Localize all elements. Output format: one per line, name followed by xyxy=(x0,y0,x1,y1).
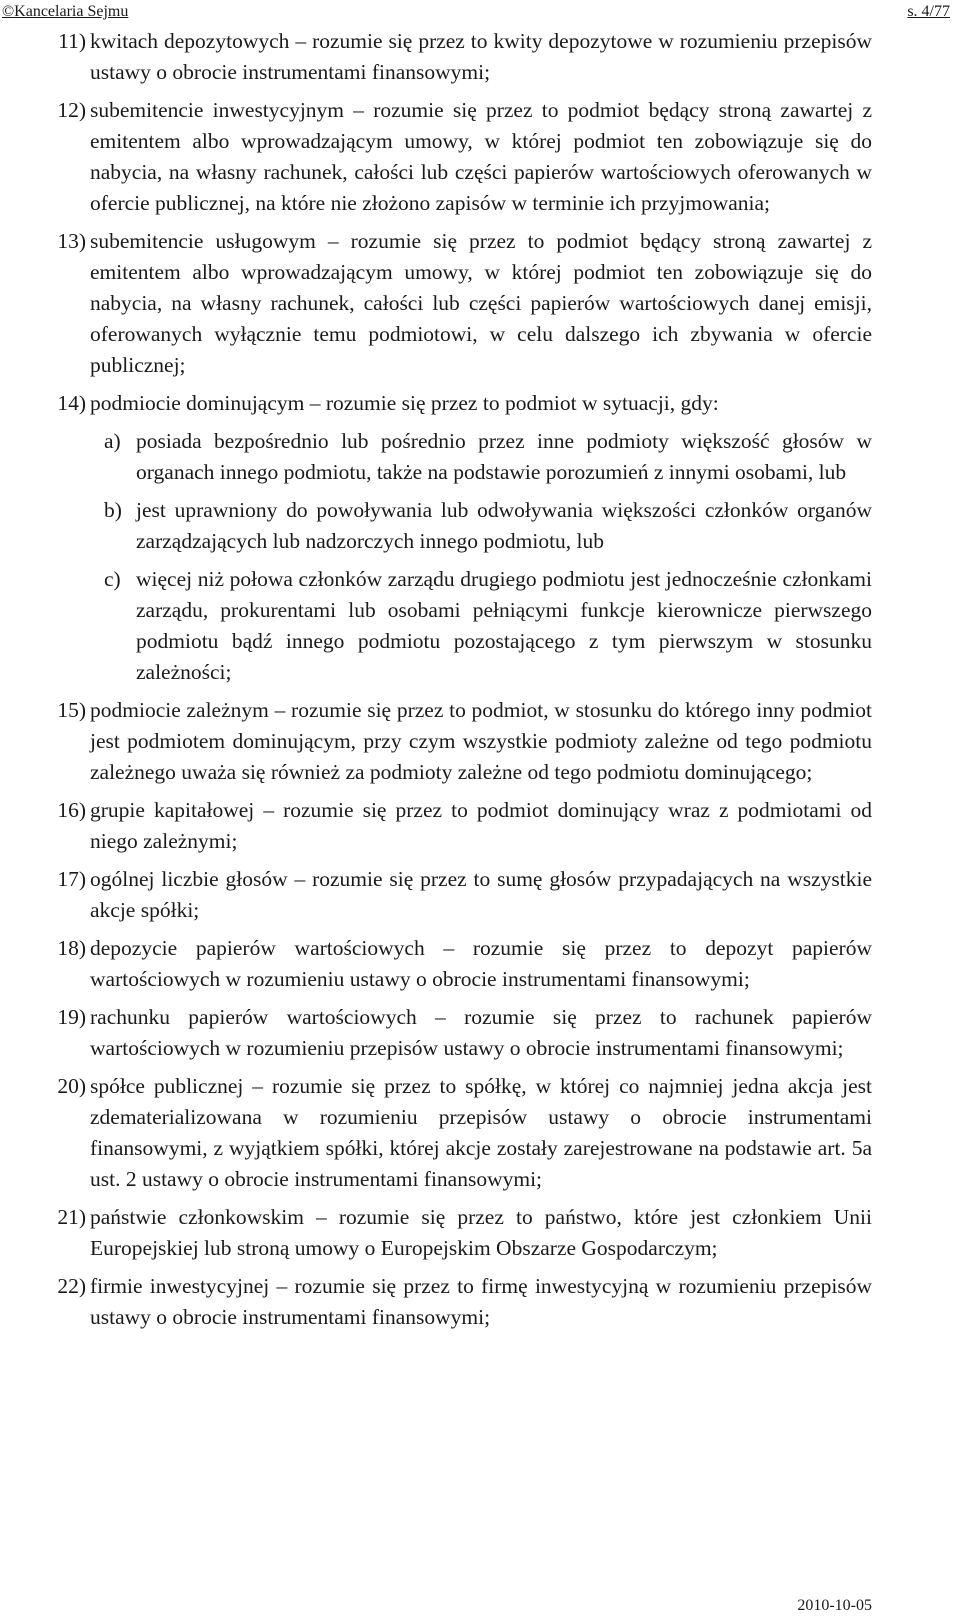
definition-subitem xyxy=(48,564,872,688)
item-text: grupie kapitałowej – rozumie się przez to podmiot dominujący wraz z podmiotami od niego zależnymi; xyxy=(90,798,872,853)
item-number: 13) xyxy=(57,229,86,253)
subitem-text: jest uprawniony do powoływania lub odwoływania większości członków organów zarządzających lub nadzorczych innego podmiotu, lub xyxy=(136,498,872,553)
definition-item xyxy=(48,795,872,857)
definition-item xyxy=(48,933,872,995)
page-header xyxy=(0,2,960,22)
subitem-letter: c) xyxy=(104,567,121,591)
definition-item xyxy=(48,1002,872,1064)
item-text: państwie członkowskim – rozumie się przez to państwo, które jest członkiem Unii Europejskiej lub stroną umowy o Europejskim Obszarze Gospodarczym; xyxy=(90,1205,872,1260)
item-text: ogólnej liczbie głosów – rozumie się przez to sumę głosów przypadających na wszystkie akcje spółki; xyxy=(90,867,872,922)
item-text: subemitencie usługowym – rozumie się przez to podmiot będący stroną zawartej z emitentem albo wprowadzającym umowy, w której podmiot ten zobowiązuje się do nabycia, na własny rachunek, całości lub części papierów wartościowych danej emisji, oferowanych wyłącznie temu podmiotowi, w celu dalszego ich zbywania w ofercie publicznej; xyxy=(90,229,872,377)
item-text: subemitencie inwestycyjnym – rozumie się przez to podmiot będący stroną zawartej z emitentem albo wprowadzającym umowy, w której podmiot ten zobowiązuje się do nabycia, na własny rachunek, całości lub części papierów wartościowych oferowanych w ofercie publicznej, na które nie złożono zapisów w terminie ich przyjmowania; xyxy=(90,98,872,215)
item-text: firmie inwestycyjnej – rozumie się przez to firmę inwestycyjną w rozumieniu przepisów ustawy o obrocie instrumentami finansowymi; xyxy=(90,1274,872,1329)
item-number: 15) xyxy=(57,698,86,722)
definition-item xyxy=(48,864,872,926)
definition-item xyxy=(48,388,872,419)
item-text: spółce publicznej – rozumie się przez to spółkę, w której co najmniej jedna akcja jest zdematerializowana w rozumieniu przepisów ustawy o obrocie instrumentami finansowymi, z wyjątkiem spółki, której akcje zostały zarejestrowane na podstawie art. 5a ust. 2 ustawy o obrocie instrumentami finansowymi; xyxy=(90,1074,872,1191)
item-number: 12) xyxy=(57,98,86,122)
item-number: 16) xyxy=(57,798,86,822)
item-text: depozycie papierów wartościowych – rozumie się przez to depozyt papierów wartościowych w rozumieniu ustawy o obrocie instrumentami finansowymi; xyxy=(90,936,872,991)
header-page-number: s. 4/77 xyxy=(907,3,950,20)
item-text: kwitach depozytowych – rozumie się przez to kwity depozytowe w rozumieniu przepisów ustawy o obrocie instrumentami finansowymi; xyxy=(90,29,872,84)
item-text: rachunku papierów wartościowych – rozumie się przez to rachunek papierów wartościowych w rozumieniu przepisów ustawy o obrocie instrumentami finansowymi; xyxy=(90,1005,872,1060)
item-text: podmiocie zależnym – rozumie się przez to podmiot, w stosunku do którego inny podmiot jest podmiotem dominującym, przy czym wszystkie podmioty zależne od tego podmiotu zależnego uważa się również za podmioty zależne od tego podmiotu dominującego; xyxy=(90,698,872,784)
definition-item xyxy=(48,1271,872,1333)
definition-item xyxy=(48,226,872,381)
item-number: 19) xyxy=(57,1005,86,1029)
subitem-letter: a) xyxy=(104,429,121,453)
item-number: 21) xyxy=(57,1205,86,1229)
subitem-letter: b) xyxy=(104,498,122,522)
item-text: podmiocie dominującym – rozumie się przez to podmiot w sytuacji, gdy: xyxy=(90,391,719,415)
item-number: 14) xyxy=(57,391,86,415)
subitem-text: więcej niż połowa członków zarządu drugiego podmiotu jest jednocześnie członkami zarządu, prokurentami lub osobami pełniącymi funkcje kierownicze pierwszego podmiotu bądź innego podmiotu pozostającego z tym pierwszym w stosunku zależności; xyxy=(136,567,872,684)
item-number: 11) xyxy=(58,29,86,53)
definition-subitem xyxy=(48,426,872,488)
definition-subitem xyxy=(48,495,872,557)
definition-item xyxy=(48,1071,872,1195)
item-number: 17) xyxy=(57,867,86,891)
definition-item xyxy=(48,1202,872,1264)
definition-item xyxy=(48,95,872,219)
item-number: 18) xyxy=(57,936,86,960)
header-publisher: ©Kancelaria Sejmu xyxy=(2,3,129,20)
item-number: 22) xyxy=(57,1274,86,1298)
definition-item xyxy=(48,26,872,88)
footer-date: 2010-10-05 xyxy=(797,1597,872,1614)
subitem-text: posiada bezpośrednio lub pośrednio przez inne podmioty większość głosów w organach innego podmiotu, także na podstawie porozumień z innymi osobami, lub xyxy=(136,429,872,484)
definition-item xyxy=(48,695,872,788)
item-number: 20) xyxy=(57,1074,86,1098)
document-body xyxy=(48,26,872,1340)
